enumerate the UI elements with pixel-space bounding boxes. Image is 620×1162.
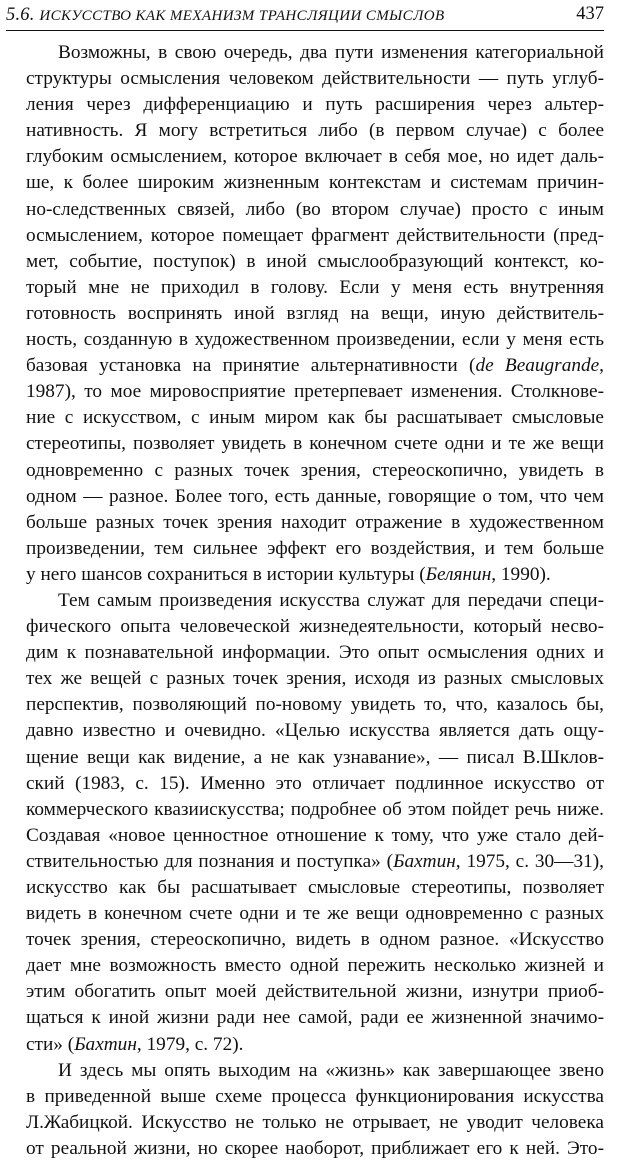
text-line: нативность. Я могу встретиться либо (в первом случае) с более (26, 120, 604, 142)
text-line: И здесь мы опять выходим на «жизнь» как завершающее звено (58, 1059, 604, 1081)
text-line: ствительностью для познания и поступка» (Бахтин, 1975, с. 30—31), (26, 850, 604, 872)
text-line: 1987), то мое мировосприятие претерпевает изменения. Столкнове- (26, 381, 604, 403)
text-line: точек зрения, стереоскопично, видеть в одном разное. «Искусство (26, 929, 604, 951)
text-line: ние с искусством, с иным миром как бы расшатывает смысловые (26, 407, 604, 429)
section-title: ИСКУССТВО КАК МЕХАНИЗМ ТРАНСЛЯЦИИ СМЫСЛОВ (39, 8, 445, 24)
text-line: дает мне возможность вместо одной пережить несколько жизней и (26, 955, 604, 977)
text-line: видеть в конечном счете одни и те же вещи одновременно с разных (26, 903, 604, 925)
text-line: ше, к более широким жизненным контекстам и системам причин- (26, 172, 604, 194)
text-line: искусство как бы расшатывает смысловые стереотипы, позволяет (26, 877, 604, 898)
text-line: сти» (Бахтин, 1979, с. 72). (26, 1033, 244, 1055)
text-line: в приведенной выше схеме процесса функционирования искусства (26, 1085, 604, 1107)
text-line: одновременно с разных точек зрения, стереоскопично, увидеть в (26, 459, 604, 481)
text-line: от реальной жизни, но скорее наоборот, приближает его к ней. Это- (26, 1137, 604, 1159)
paragraph (26, 40, 604, 588)
section-heading (6, 5, 445, 26)
text-line: тех же вещей с разных точек зрения, исходя из разных смысловых (26, 668, 604, 690)
text-line: Л.Жабицкой. Искусство не только не отрывает, не уводит человека (26, 1111, 604, 1133)
text-line: у него шансов сохраниться в истории культуры (Белянин, 1990). (26, 563, 551, 585)
text-line: дим к познавательной информации. Это опыт осмысления одних и (26, 642, 604, 664)
text-line: осмыслением, которое помещает фрагмент действительности (пред- (26, 224, 604, 246)
text-line: произведении, тем сильнее эффект его воздействия, и тем больше (26, 537, 604, 559)
text-line: больше разных точек зрения находит отражение в художественном (26, 511, 604, 533)
text-line: щение вещи как видение, а не как узнавание», — писал В.Шклов- (26, 746, 604, 768)
text-line: щаться к иной жизни ради нее самой, ради ее жизненной значимо- (26, 1007, 604, 1029)
text-line: фического опыта человеческой жизнедеятельности, который несво- (26, 616, 604, 638)
page-number: 437 (576, 4, 604, 24)
text-line: базовая установка на принятие альтернативности (de Beaugrande, (26, 355, 604, 377)
text-line: Создавая «новое ценностное отношение к тому, что уже стало дей- (26, 824, 604, 846)
text-line: стереотипы, позволяет увидеть в конечном счете одни и те же вещи (26, 433, 604, 455)
section-number: 5.6. (6, 5, 35, 25)
paragraph (26, 1058, 604, 1162)
text-line: ность, созданную в художественном произведении, если у меня есть (26, 329, 604, 351)
paragraph (26, 588, 604, 1058)
running-header (6, 2, 604, 32)
text-line: ский (1983, с. 15). Именно это отличает подлинное искусство от (26, 772, 604, 794)
text-line: мет, событие, поступок) в иной смыслообразующий контекст, ко- (26, 250, 604, 272)
text-line: Возможны, в свою очередь, два пути изменения категориальной (58, 42, 604, 63)
text-line: этим обогатить опыт моей действительной жизни, изнутри приоб- (26, 981, 604, 1003)
text-line: структуры осмысления человеком действительности — путь углуб- (26, 68, 604, 90)
text-line: торый мне не приходил в голову. Если у меня есть внутренняя (26, 276, 604, 298)
header-divider (6, 30, 604, 31)
text-line: одном — разное. Более того, есть данные, говорящие о том, что чем (26, 485, 604, 507)
body-text (26, 40, 604, 1162)
text-line: коммерческого квазиискусства; подробнее об этом пойдет речь ниже. (26, 798, 604, 820)
text-line: перспектив, позволяющий по-новому увидеть то, что, казалось бы, (26, 694, 604, 716)
text-line: но-следственных связей, либо (во втором случае) просто с иным (26, 198, 604, 220)
text-line: давно известно и очевидно. «Целью искусства является дать ощу- (26, 720, 604, 742)
text-line: Тем самым произведения искусства служат для передачи специ- (58, 589, 604, 611)
text-line: ления через дифференциацию и путь расширения через альтер- (26, 94, 604, 116)
text-line: глубоким осмыслением, которое включает в себя мое, но идет даль- (26, 146, 604, 168)
text-line: готовность воспринять иной взгляд на вещи, иную действитель- (26, 302, 604, 324)
